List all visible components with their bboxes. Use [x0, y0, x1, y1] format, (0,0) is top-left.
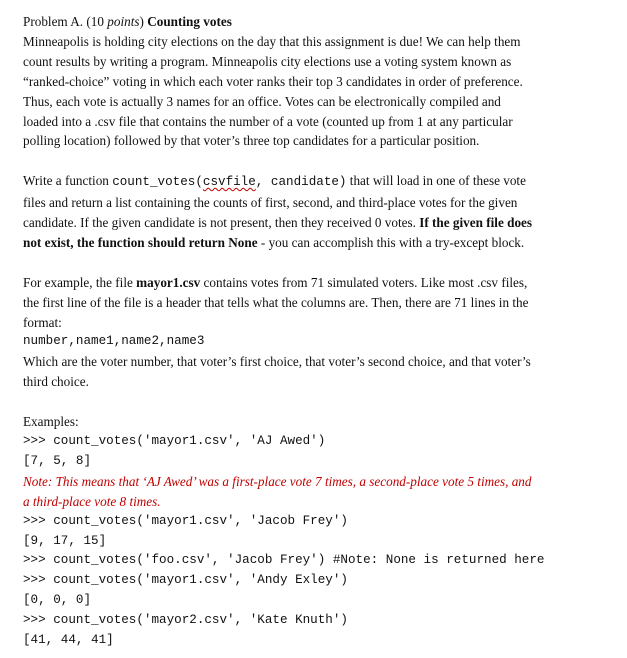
- spec-line-1: [23, 171, 627, 193]
- signature-part: count_votes(: [112, 175, 203, 190]
- filename-bold: mayor1.csv: [136, 274, 201, 290]
- spec-bold-text: not exist, the function should return None: [23, 234, 258, 250]
- spec-text: candidate. If the given candidate is not present, then they received 0 votes.: [23, 215, 420, 231]
- spec-bold-text: If the given file does: [419, 215, 533, 231]
- example-result-4: [0, 0, 0]: [23, 593, 92, 608]
- example-result-5: [41, 44, 41]: [23, 633, 114, 648]
- example-call-5: >>> count_votes('mayor2.csv', 'Kate Knuth'): [23, 613, 348, 628]
- spec-line-4: [23, 233, 627, 253]
- heading-suffix: ): [139, 14, 148, 29]
- csv-format-code: number,name1,name2,name3: [23, 334, 205, 349]
- heading-points-word: points: [107, 14, 140, 29]
- intro-line-2: count results by writing a program. Minneapolis city elections use a voting system known as: [23, 53, 512, 69]
- intro-line-1: Minneapolis is holding city elections on the day that this assignment is due! We can help them: [23, 33, 521, 49]
- signature-part: , candidate): [255, 175, 347, 190]
- spec-text: - you can accomplish this with a try-except block.: [257, 234, 525, 250]
- spec-text: Write a function: [23, 173, 113, 189]
- spec-line-3: [23, 213, 627, 233]
- examples-label: Examples:: [23, 414, 79, 430]
- paragraph-gap: [23, 151, 627, 171]
- example-line-3: format:: [23, 314, 62, 330]
- spec-line-2: files and return a list containing the counts of first, second, and third-place votes for the given: [23, 195, 518, 211]
- example-result-2: [9, 17, 15]: [23, 533, 107, 548]
- example-call-4: >>> count_votes('mayor1.csv', 'Andy Exley'): [23, 573, 348, 588]
- intro-line-3: “ranked-choice” voting in which each voter ranks their top 3 candidates in order of preference.: [23, 73, 523, 89]
- example-call-2: >>> count_votes('mayor1.csv', 'Jacob Frey'): [23, 513, 348, 528]
- example-line-1: [23, 273, 627, 293]
- example-line-4: Which are the voter number, that voter’s first choice, that voter’s second choice, and that voter’s: [23, 354, 531, 370]
- example-note-line-2: a third-place vote 8 times.: [23, 493, 161, 509]
- example-text: For example, the file: [23, 274, 137, 290]
- function-signature: [112, 175, 346, 189]
- intro-line-5: loaded into a .csv file that contains the number of a vote (counted up from 1 at any particular: [23, 113, 513, 129]
- intro-line-6: polling location) followed by that voter’s three top candidates for a particular position.: [23, 133, 480, 149]
- example-result-1: [7, 5, 8]: [23, 453, 92, 468]
- problem-heading: [23, 12, 627, 32]
- example-line-2: the first line of the file is a header that tells what the columns are. Then, there are 71 lines in the: [23, 294, 529, 310]
- heading-title: Counting votes: [147, 14, 232, 29]
- example-line-5: third choice.: [23, 374, 89, 390]
- paragraph-gap: [23, 392, 627, 412]
- heading-prefix: Problem A. (10: [23, 14, 108, 29]
- intro-line-4: Thus, each vote is actually 3 names for an office. Votes can be electronically compiled and: [23, 93, 501, 109]
- example-call-3: >>> count_votes('foo.csv', 'Jacob Frey') #Note: None is returned here: [23, 553, 545, 568]
- example-text: contains votes from 71 simulated voters. Like most .csv files,: [200, 274, 528, 290]
- example-note-line-1: Note: This means that ‘AJ Awed’ was a first-place vote 7 times, a second-place vote 5 times, and: [23, 473, 532, 489]
- spellcheck-underlined-word: csvfile: [202, 175, 256, 190]
- spec-text: that will load in one of these vote: [346, 173, 526, 189]
- example-call-1: >>> count_votes('mayor1.csv', 'AJ Awed'): [23, 433, 326, 448]
- paragraph-gap: [23, 253, 627, 273]
